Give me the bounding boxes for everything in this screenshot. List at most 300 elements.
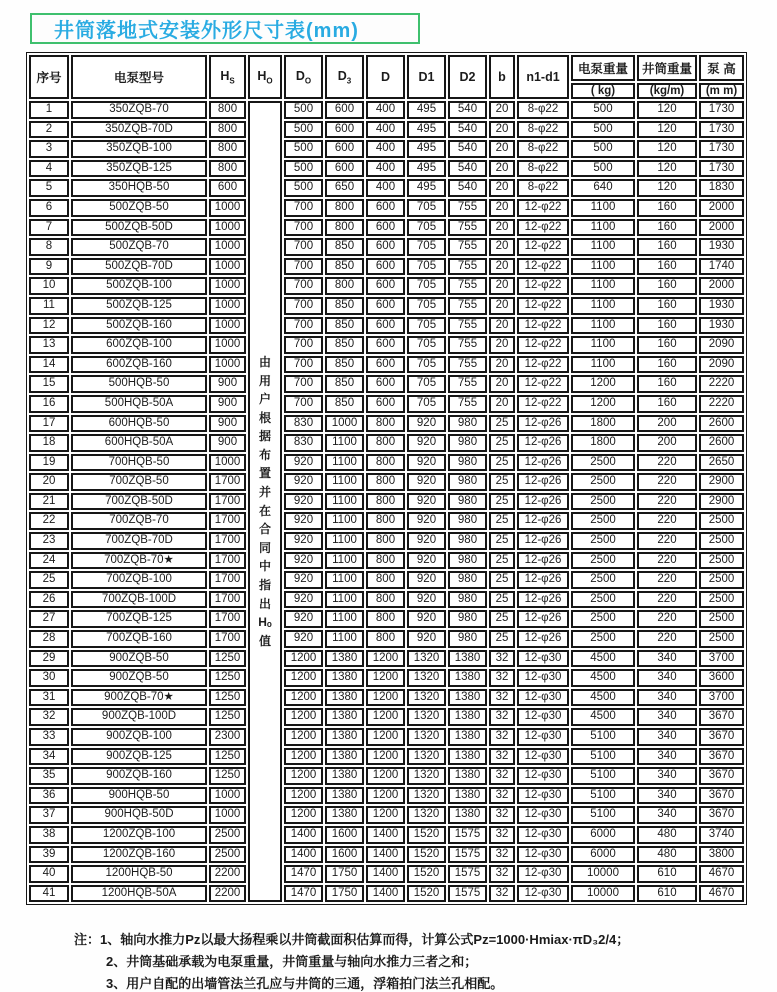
hs-value: 1000 [209,238,246,256]
row-index: 7 [29,219,69,237]
row-index: 16 [29,395,69,413]
b-value: 20 [489,336,515,354]
row-index: 5 [29,179,69,197]
d-value: 600 [366,375,405,393]
table-row [29,669,744,687]
ho-sub: O [266,76,273,86]
pump-weight-value: 5100 [571,767,635,785]
pump-height-value: 2500 [699,532,744,550]
table-row [29,826,744,844]
table-row [29,140,744,158]
table-row [29,532,744,550]
pump-model: 900ZQB-125 [71,748,207,766]
do-value: 1200 [284,689,323,707]
d2-value: 1575 [448,885,487,903]
b-value: 25 [489,512,515,530]
hs-value: 1250 [209,748,246,766]
ho-note-char: 用 [258,373,271,388]
row-index: 39 [29,846,69,864]
pump-weight-value: 640 [571,179,635,197]
shaft-weight-value: 120 [637,101,697,119]
d-value: 1200 [366,689,405,707]
row-index: 37 [29,806,69,824]
do-value: 1200 [284,767,323,785]
shaft-weight-value: 610 [637,885,697,903]
shaft-weight-value: 160 [637,199,697,217]
b-value: 25 [489,415,515,433]
hs-value: 1700 [209,630,246,648]
d2-value: 1380 [448,728,487,746]
d1-value: 495 [407,160,446,178]
shaft-weight-value: 340 [637,806,697,824]
pump-model: 500ZQB-50D [71,219,207,237]
col-header-hs [209,55,246,99]
hs-value: 1000 [209,787,246,805]
hs-value: 900 [209,395,246,413]
row-index: 41 [29,885,69,903]
pump-weight-value: 1800 [571,434,635,452]
do-value: 500 [284,101,323,119]
row-index: 9 [29,258,69,276]
pump-height-value: 2090 [699,336,744,354]
n1d1-value: 12-φ26 [517,473,569,491]
pump-model: 350ZQB-70D [71,121,207,139]
do-value: 920 [284,493,323,511]
hs-value: 2500 [209,846,246,864]
table-header [29,55,744,99]
do-value: 1470 [284,885,323,903]
d3-value: 850 [325,356,364,374]
d-value: 1200 [366,748,405,766]
n1d1-value: 12-φ30 [517,885,569,903]
n1d1-value: 8-φ22 [517,179,569,197]
d3-value: 1100 [325,493,364,511]
d2-value: 980 [448,571,487,589]
n1d1-value: 12-φ26 [517,552,569,570]
d1-value: 920 [407,571,446,589]
pump-height-value: 3670 [699,748,744,766]
pump-height-value: 2500 [699,552,744,570]
pump-weight-value: 1100 [571,238,635,256]
b-value: 25 [489,591,515,609]
d2-value: 980 [448,434,487,452]
d2-value: 540 [448,160,487,178]
hs-value: 800 [209,140,246,158]
d3-value: 1380 [325,787,364,805]
pump-model: 500ZQB-50 [71,199,207,217]
n1d1-value: 12-φ22 [517,317,569,335]
b-value: 32 [489,806,515,824]
table-row [29,512,744,530]
col-header-n1d1: n1-d1 [517,55,569,99]
row-index: 31 [29,689,69,707]
d-value: 400 [366,101,405,119]
pump-weight-value: 2500 [571,532,635,550]
shaft-weight-value: 160 [637,336,697,354]
table-row [29,708,744,726]
hs-value: 1700 [209,512,246,530]
d1-value: 1320 [407,669,446,687]
shaft-weight-value: 200 [637,415,697,433]
d3-value: 1100 [325,454,364,472]
col-header-pump-height: 泵 高 [699,55,744,81]
row-index: 13 [29,336,69,354]
table-row [29,277,744,295]
table-row [29,297,744,315]
hs-value: 1000 [209,806,246,824]
b-value: 20 [489,375,515,393]
table-row [29,728,744,746]
row-index: 3 [29,140,69,158]
table-row [29,571,744,589]
d1-value: 1520 [407,826,446,844]
hs-value: 1700 [209,552,246,570]
d3-value: 1100 [325,610,364,628]
shaft-weight-value: 220 [637,610,697,628]
d3-value: 850 [325,317,364,335]
d3-value: 650 [325,179,364,197]
b-value: 20 [489,179,515,197]
hs-value: 1250 [209,708,246,726]
row-index: 24 [29,552,69,570]
pump-weight-value: 6000 [571,826,635,844]
b-value: 32 [489,846,515,864]
b-value: 25 [489,532,515,550]
table-row [29,395,744,413]
b-value: 32 [489,767,515,785]
pump-weight-value: 10000 [571,865,635,883]
d3-value: 1380 [325,708,364,726]
row-index: 19 [29,454,69,472]
n1d1-value: 8-φ22 [517,160,569,178]
do-value: 700 [284,277,323,295]
table-row [29,689,744,707]
pump-model: 900ZQB-100D [71,708,207,726]
do-value: 1200 [284,748,323,766]
b-value: 32 [489,787,515,805]
table-row [29,846,744,864]
d2-value: 755 [448,297,487,315]
shaft-weight-value: 340 [637,650,697,668]
pump-weight-value: 4500 [571,669,635,687]
hs-value: 1700 [209,610,246,628]
d-value: 1200 [366,708,405,726]
d2-value: 980 [448,591,487,609]
b-value: 20 [489,238,515,256]
d-value: 800 [366,434,405,452]
d-value: 800 [366,630,405,648]
table-body [29,101,744,902]
d2-value: 755 [448,375,487,393]
d1-value: 495 [407,179,446,197]
pump-model: 900ZQB-50 [71,669,207,687]
d-value: 800 [366,610,405,628]
note-line-1 [74,929,629,951]
table-row [29,121,744,139]
col-header-do [284,55,323,99]
shaft-weight-value: 120 [637,140,697,158]
col-header-d: D [366,55,405,99]
b-value: 20 [489,297,515,315]
d-value: 800 [366,454,405,472]
d3-value: 1380 [325,767,364,785]
do-value: 700 [284,336,323,354]
shaft-weight-value: 220 [637,454,697,472]
pump-model: 350ZQB-70 [71,101,207,119]
d3-value: 1380 [325,689,364,707]
d-value: 1400 [366,846,405,864]
d2-value: 980 [448,454,487,472]
col-header-d3 [325,55,364,99]
row-index: 10 [29,277,69,295]
d1-value: 1320 [407,806,446,824]
pump-model: 700ZQB-50D [71,493,207,511]
shaft-weight-value: 340 [637,767,697,785]
d1-value: 495 [407,121,446,139]
d3-value: 600 [325,121,364,139]
table-row [29,317,744,335]
table-row [29,238,744,256]
do-value: 700 [284,317,323,335]
pump-height-value: 3670 [699,787,744,805]
d-value: 400 [366,140,405,158]
pump-weight-value: 5100 [571,806,635,824]
n1d1-value: 12-φ22 [517,375,569,393]
d3-value: 600 [325,160,364,178]
pump-weight-value: 5100 [571,787,635,805]
pump-height-value: 3800 [699,846,744,864]
pump-model: 500ZQB-100 [71,277,207,295]
shaft-weight-value: 220 [637,473,697,491]
table-row [29,336,744,354]
n1d1-value: 12-φ30 [517,689,569,707]
shaft-weight-value: 340 [637,669,697,687]
table-row [29,356,744,374]
shaft-weight-value: 340 [637,748,697,766]
pump-model: 350ZQB-125 [71,160,207,178]
pump-height-value: 2650 [699,454,744,472]
hs-value: 1700 [209,591,246,609]
pump-height-value: 1730 [699,160,744,178]
do-value: 700 [284,238,323,256]
pump-model: 350HQB-50 [71,179,207,197]
pump-height-value: 1930 [699,238,744,256]
d3-value: 800 [325,199,364,217]
n1d1-value: 12-φ30 [517,650,569,668]
row-index: 38 [29,826,69,844]
shaft-weight-value: 120 [637,160,697,178]
do-value: 500 [284,140,323,158]
d-value: 400 [366,121,405,139]
shaft-weight-value: 340 [637,728,697,746]
hs-value: 800 [209,101,246,119]
pump-weight-value: 1100 [571,277,635,295]
b-value: 20 [489,395,515,413]
hs-value: 2200 [209,885,246,903]
pump-height-value: 1730 [699,121,744,139]
b-value: 32 [489,865,515,883]
pump-weight-value: 500 [571,101,635,119]
hs-value: 1250 [209,650,246,668]
d3-value: 850 [325,336,364,354]
d-value: 800 [366,512,405,530]
d2-value: 1380 [448,748,487,766]
pump-model: 700HQB-50 [71,454,207,472]
pump-model: 500HQB-50 [71,375,207,393]
row-index: 30 [29,669,69,687]
n1d1-value: 12-φ26 [517,532,569,550]
row-index: 26 [29,591,69,609]
d1-value: 705 [407,258,446,276]
shaft-weight-value: 610 [637,865,697,883]
d-value: 400 [366,179,405,197]
row-index: 36 [29,787,69,805]
d-value: 1200 [366,650,405,668]
do-value: 920 [284,630,323,648]
pump-model: 1200ZQB-160 [71,846,207,864]
ho-note-char: 中 [258,559,271,574]
d1-value: 920 [407,454,446,472]
d3-value: 1100 [325,552,364,570]
d1-value: 705 [407,356,446,374]
d1-value: 1320 [407,728,446,746]
pump-model: 900ZQB-70★ [71,689,207,707]
d1-value: 705 [407,317,446,335]
page-title-box [30,13,420,44]
d2-value: 540 [448,121,487,139]
pump-model: 600HQB-50 [71,415,207,433]
d1-value: 920 [407,552,446,570]
row-index: 21 [29,493,69,511]
d2-value: 1575 [448,846,487,864]
hs-value: 1700 [209,532,246,550]
n1d1-value: 12-φ22 [517,356,569,374]
hs-value: 1000 [209,297,246,315]
d1-value: 705 [407,199,446,217]
row-index: 25 [29,571,69,589]
pump-weight-value: 1200 [571,395,635,413]
row-index: 12 [29,317,69,335]
d2-value: 755 [448,317,487,335]
d1-value: 705 [407,375,446,393]
b-value: 25 [489,630,515,648]
pump-model: 600ZQB-100 [71,336,207,354]
do-value: 920 [284,552,323,570]
pump-model: 600ZQB-160 [71,356,207,374]
n1d1-value: 12-φ30 [517,787,569,805]
d3-value: 850 [325,297,364,315]
table-row [29,885,744,903]
pump-weight-value: 10000 [571,885,635,903]
table-row [29,473,744,491]
col-header-d2: D2 [448,55,487,99]
d1-value: 920 [407,434,446,452]
hs-value: 1000 [209,199,246,217]
shaft-weight-value: 340 [637,689,697,707]
d-value: 800 [366,591,405,609]
pump-height-value: 1740 [699,258,744,276]
row-index: 6 [29,199,69,217]
pump-weight-value: 4500 [571,708,635,726]
pump-model: 500HQB-50A [71,395,207,413]
d-value: 600 [366,336,405,354]
do-value: 500 [284,121,323,139]
pump-height-value: 1730 [699,101,744,119]
table-row [29,748,744,766]
pump-height-value: 2090 [699,356,744,374]
pump-weight-value: 5100 [571,748,635,766]
ho-note-char: Hₒ [258,615,272,630]
b-value: 32 [489,689,515,707]
row-index: 32 [29,708,69,726]
hs-value: 1000 [209,336,246,354]
d-value: 800 [366,493,405,511]
do-base: D [295,68,305,83]
d1-value: 1320 [407,689,446,707]
n1d1-value: 12-φ22 [517,219,569,237]
row-index: 1 [29,101,69,119]
hs-value: 1250 [209,689,246,707]
d2-value: 980 [448,532,487,550]
do-value: 1470 [284,865,323,883]
n1d1-value: 12-φ30 [517,767,569,785]
col-header-ho [248,55,282,99]
do-value: 1200 [284,708,323,726]
d2-value: 755 [448,277,487,295]
shaft-weight-value: 160 [637,317,697,335]
row-index: 17 [29,415,69,433]
pump-height-value: 2220 [699,395,744,413]
n1d1-value: 12-φ26 [517,610,569,628]
row-index: 27 [29,610,69,628]
pump-height-value: 2600 [699,434,744,452]
d1-value: 1520 [407,885,446,903]
shaft-weight-value: 480 [637,826,697,844]
d3-value: 600 [325,101,364,119]
shaft-weight-value: 160 [637,395,697,413]
d2-value: 540 [448,101,487,119]
n1d1-value: 12-φ30 [517,806,569,824]
d1-value: 705 [407,238,446,256]
d2-value: 980 [448,552,487,570]
b-value: 25 [489,473,515,491]
shaft-weight-value: 160 [637,277,697,295]
row-index: 33 [29,728,69,746]
d2-value: 1380 [448,689,487,707]
do-value: 920 [284,532,323,550]
d-value: 800 [366,552,405,570]
shaft-weight-value: 160 [637,219,697,237]
shaft-weight-value: 120 [637,121,697,139]
table-row [29,865,744,883]
pump-height-value: 3600 [699,669,744,687]
row-index: 34 [29,748,69,766]
pump-height-value: 1730 [699,140,744,158]
pump-height-value: 2000 [699,199,744,217]
hs-value: 1000 [209,277,246,295]
pump-model: 500ZQB-125 [71,297,207,315]
d3-value: 800 [325,277,364,295]
row-index: 15 [29,375,69,393]
d-value: 1200 [366,787,405,805]
d2-value: 540 [448,179,487,197]
pump-height-value: 2500 [699,610,744,628]
pump-model: 700ZQB-160 [71,630,207,648]
col-header-model: 电泵型号 [71,55,207,99]
hs-base: H [220,68,230,83]
pump-weight-value: 1100 [571,219,635,237]
pump-weight-value: 1800 [571,415,635,433]
